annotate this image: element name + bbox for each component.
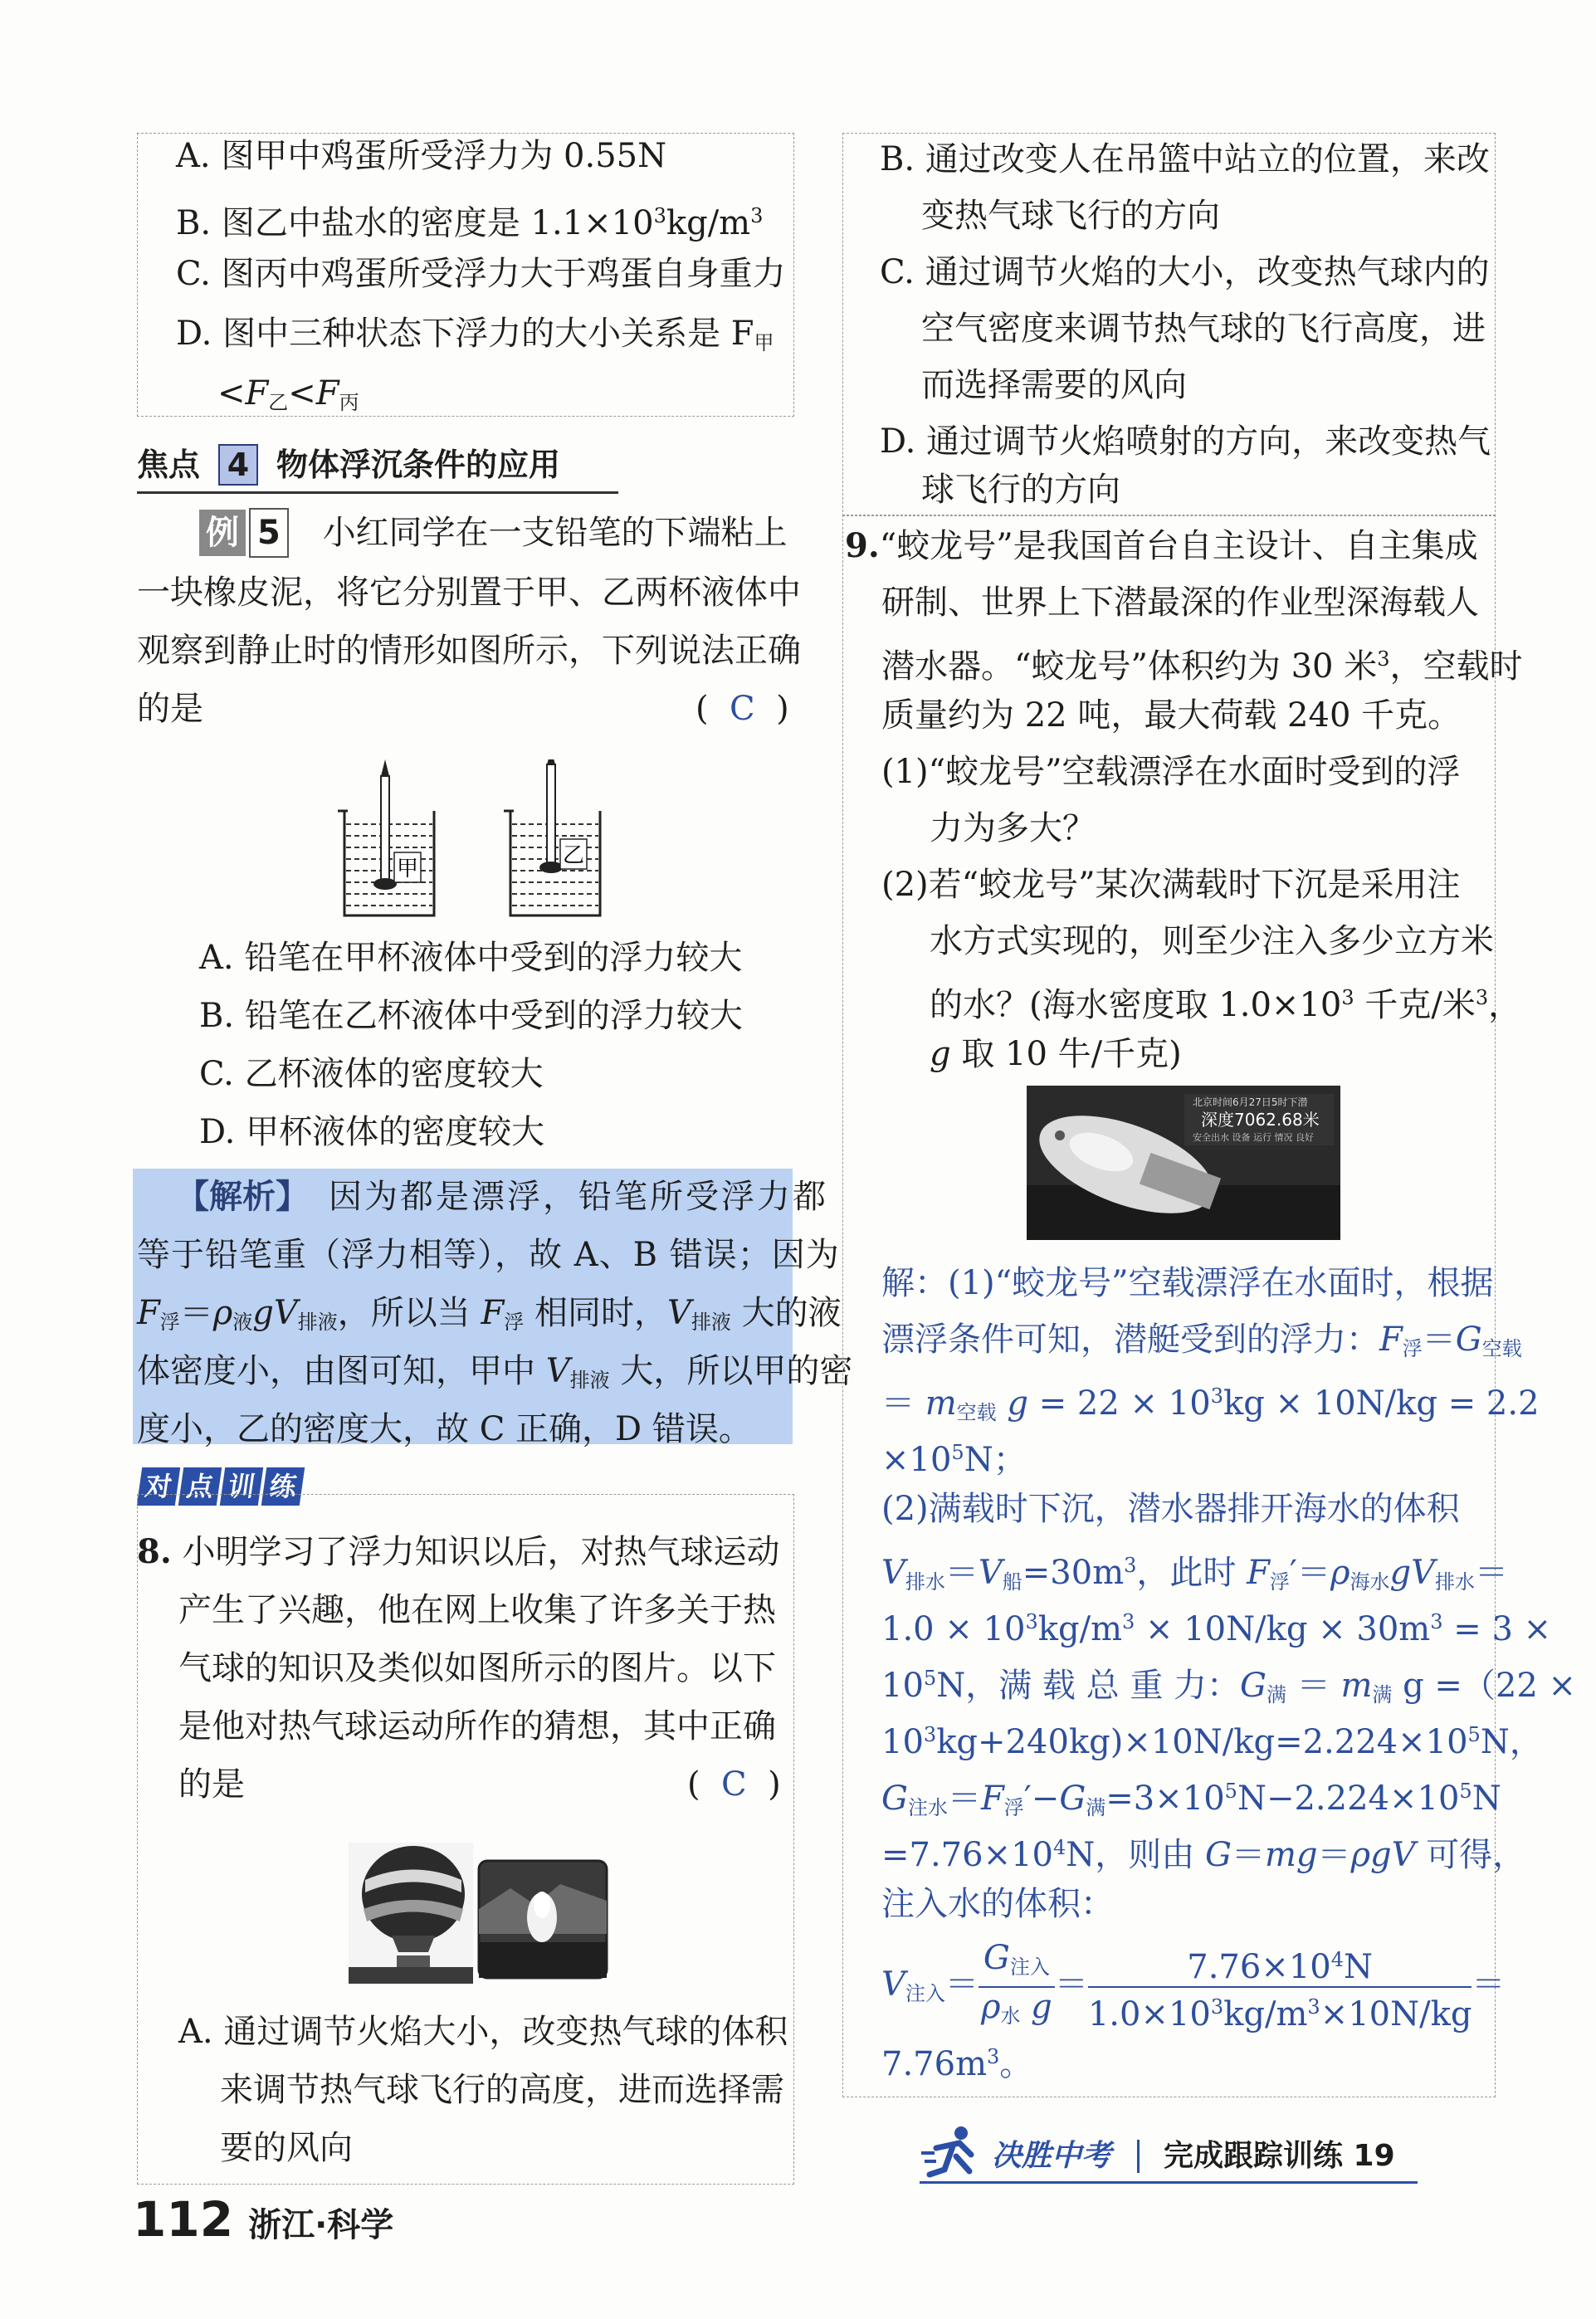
q8-option-a-1: A. 通过调节火焰大小，改变热气球的体积 (178, 2013, 788, 2051)
photo-caption-3: 安全出水 设备 运行 情况 良好 (1193, 1132, 1314, 1143)
q9-sub2-4: g 取 10 牛/千克) (930, 1035, 1182, 1073)
beaker-label-jia: 甲 (396, 857, 419, 881)
focus-underline (137, 491, 618, 494)
footer-divider (1137, 2140, 1140, 2173)
q9-line-4: 质量约为 22 吨，最大荷载 240 千克。 (881, 696, 1462, 735)
solution-line-2: 漂浮条件可知，潜艇受到的浮力：$F_浮=G_{空载}$ (881, 1321, 1522, 1360)
brand-runner-icon (920, 2123, 986, 2181)
footer-underline (920, 2181, 1418, 2184)
solution-line-7: $1.0 \times 10^3kg/m^3 \times 10N/kg \times 30m^3 = 3$ × (881, 1610, 1552, 1648)
q8-option-d-2: 球飞行的方向 (921, 471, 1120, 509)
beaker-label-yi: 乙 (562, 843, 585, 868)
q9-number: 9. (845, 526, 880, 565)
q8-option-d-1: D. 通过调节火焰喷射的方向，来改变热气 (880, 422, 1491, 461)
focus-number: 4 (218, 444, 258, 486)
q8-answer: ( C ) (687, 1765, 781, 1804)
prev-option-d-cont: $<F_乙<F_丙$ (217, 374, 359, 414)
solution-line-9: $10^3kg+240kg)\times 10N/kg=2.224\times 10^5N$， (881, 1723, 1543, 1761)
q9-line-1: 9.“蛟龙号”是我国首台自主设计、自主集成 (845, 526, 1478, 565)
example-option-d: D. 甲杯液体的密度较大 (199, 1113, 545, 1151)
solution-last-line: $7.76m^3$。 (881, 2045, 1033, 2083)
q8-line-1: 8. 小明学习了浮力知识以后，对热气球运动 (137, 1532, 780, 1571)
example-5-line-4: 的是 (137, 690, 203, 728)
example-5-line-2: 一块橡皮泥，将它分别置于甲、乙两杯液体中 (137, 574, 801, 612)
analysis-line-3: $F_浮=\rho_液gV_{排液}$，所以当 $F_浮$ 相同时，$V_{排液}$ 大的液 (137, 1294, 842, 1334)
prev-option-b: B. 图乙中盐水的密度是 $1.1\times 10^3kg/m^3$ (176, 204, 764, 242)
analysis-line-4: 体密度小，由图可知，甲中 $V_{排液}$ 大，所以甲的密 (137, 1352, 853, 1392)
prev-option-c: C. 图丙中鸡蛋所受浮力大于鸡蛋自身重力 (176, 255, 786, 293)
solution-line-4: $\times 10^5N$； (881, 1441, 1027, 1479)
solution-line-3: ＝ $m_{空载}$ $g = 22 \times 10^3kg \times 10N/kg = 2.2$ (881, 1384, 1540, 1424)
solution-line-1: 解：(1)“蛟龙号”空载漂浮在水面时，根据 (881, 1264, 1494, 1302)
solution-line-10: $G_{注水}=F_浮'-G_满=3\times 10^5N-2.224\times 10^5N$ (881, 1780, 1501, 1819)
solution-line-8: $10^5N$，满 载 总 重 力：$G_满 = m_满$ g =（22 × (881, 1667, 1577, 1706)
brand-name: 决胜中考 (992, 2139, 1112, 2173)
q8-option-b-2: 变热气球飞行的方向 (921, 197, 1220, 235)
q8-option-a-3: 要的风向 (220, 2129, 353, 2167)
example-5-line-1: 例 5 小红同学在一支铅笔的下端粘上 (199, 508, 788, 558)
example-tag: 例 (199, 510, 246, 556)
q8-option-c-2: 空气密度来调节热气球的飞行高度，进 (921, 310, 1486, 348)
q8-line-2: 产生了兴趣，他在网上收集了许多关于热 (178, 1591, 776, 1629)
focus-header: 焦点 4 物体浮沉条件的应用 (137, 442, 560, 488)
q8-option-c-3: 而选择需要的风向 (921, 366, 1187, 404)
solution-line-12: 注入水的体积： (881, 1885, 1114, 1923)
example-number: 5 (249, 508, 289, 558)
example-option-b: B. 铅笔在乙杯液体中受到的浮力较大 (199, 997, 743, 1035)
example-option-a: A. 铅笔在甲杯液体中受到的浮力较大 (199, 939, 743, 977)
q8-option-b-1: B. 通过改变人在吊篮中站立的位置，来改 (880, 140, 1490, 178)
analysis-line-5: 度小，乙的密度大，故 C 正确，D 错误。 (137, 1410, 752, 1448)
q9-sub2-3: 的水？(海水密度取 $1.0\times 10^3$ 千克/米$^3$， (930, 986, 1522, 1024)
region-subject: 浙江·科学 (248, 2206, 394, 2244)
hot-air-balloon-photo (349, 1843, 473, 1984)
beakers-figure (336, 759, 610, 925)
q9-line-3: 潜水器。“蛟龙号”体积约为 30 米$^3$，空载时 (881, 647, 1523, 686)
example-5-answer: ( C ) (696, 690, 789, 728)
solution-line-11: $=7.76\times 10^4N$，则由 G＝mg＝ρgV 可得， (881, 1836, 1526, 1874)
training-header: 对 点 训 练 (139, 1467, 305, 1506)
balloon-burner-photo (477, 1859, 608, 1980)
beaker-yi (504, 759, 600, 915)
q8-number: 8. (137, 1532, 172, 1571)
q9-line-2: 研制、世界上下潜最深的作业型深海载人 (881, 583, 1479, 622)
solution-line-6: $V_{排水}=V_船=30m^3$，此时 $F_浮'=\rho_{海水}gV_{排水}=$ (881, 1554, 1508, 1594)
footer-series: 完成跟踪训练 19 (1164, 2139, 1395, 2173)
solution-line-5: (2)满载时下沉，潜水器排开海水的体积 (881, 1490, 1460, 1528)
q8-option-c-1: C. 通过调节火焰的大小，改变热气球内的 (880, 253, 1490, 291)
beaker-jia (338, 759, 434, 915)
q8-option-a-2: 来调节热气球飞行的高度，进而选择需 (220, 2071, 784, 2109)
page-footer-left (133, 2191, 393, 2248)
q8-line-5: 的是 (178, 1765, 245, 1804)
analysis-line-2: 等于铅笔重（浮力相等），故 A、B 错误；因为 (137, 1236, 840, 1274)
q9-sub2-2: 水方式实现的，则至少注入多少立方米 (930, 922, 1494, 960)
solution-formula: $V_{注入}=$ $\frac{G_{注入}}{\rho_水 g}$ ＝ $\frac{7.76\times 10^4N}{1.0\times 10^3kg/m^3\times 10N/kg}$ ＝ (881, 1939, 1506, 2033)
q8-line-3: 气球的知识及类似如图所示的图片。以下 (178, 1649, 776, 1687)
analysis-line-1: 【解析】 因为都是漂浮，铅笔所受浮力都 (176, 1178, 828, 1216)
photo-caption-2: 深度7062.68米 (1201, 1110, 1320, 1130)
photo-caption-1: 北京时间6月27日5时下潜 (1193, 1096, 1308, 1108)
page-number: 112 (133, 2191, 234, 2248)
q9-sub1-2: 力为多大？ (930, 809, 1096, 847)
q8-line-4: 是他对热气球运动所作的猜想，其中正确 (178, 1707, 776, 1745)
q9-sub1-1: (1)“蛟龙号”空载漂浮在水面时受到的浮 (881, 753, 1461, 791)
prev-option-d: D. 图中三种状态下浮力的大小关系是 $F_甲$ (176, 315, 774, 354)
prev-option-a: A. 图甲中鸡蛋所受浮力为 0.55N (176, 137, 667, 175)
example-option-c: C. 乙杯液体的密度较大 (199, 1055, 544, 1093)
analysis-label: 【解析】 (176, 1178, 309, 1216)
jiaolong-submersible-photo (1027, 1086, 1340, 1240)
example-5-line-3: 观察到静止时的情形如图所示，下列说法正确 (137, 632, 801, 670)
q9-sub2-1: (2)若“蛟龙号”某次满载时下沉是采用注 (881, 866, 1461, 904)
